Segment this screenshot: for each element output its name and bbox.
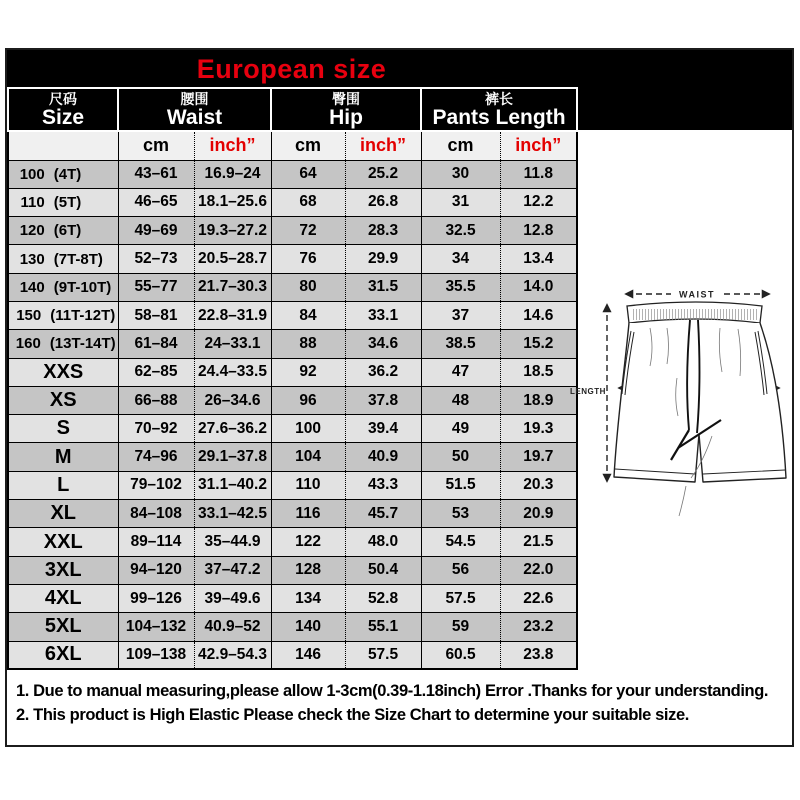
length-cm-cell: 50 <box>421 443 500 471</box>
length-cm-cell: 53 <box>421 500 500 528</box>
length-cm-cell: 34 <box>421 245 500 273</box>
footer-notes <box>16 679 794 727</box>
chart-title: European size <box>196 54 387 84</box>
waist-inch-cell: 35–44.9 <box>194 528 271 556</box>
length-cm-cell: 47 <box>421 358 500 386</box>
hip-inch-cell: 39.4 <box>345 415 421 443</box>
hip-inch-cell: 43.3 <box>345 471 421 499</box>
length-inch-cell: 19.7 <box>500 443 577 471</box>
hip-inch-cell: 26.8 <box>345 188 421 216</box>
length-cm-cell: 59 <box>421 613 500 641</box>
hip-cm-cell: 84 <box>271 301 345 329</box>
length-cm-cell: 32.5 <box>421 217 500 245</box>
length-inch-cell: 22.0 <box>500 556 577 584</box>
waist-cm-cell: 104–132 <box>118 613 194 641</box>
waist-inch-cell: 16.9–24 <box>194 160 271 188</box>
hip-inch-cell: 29.9 <box>345 245 421 273</box>
hip-inch-cell: 37.8 <box>345 386 421 414</box>
table-row <box>8 641 577 669</box>
hip-cm-cell: 92 <box>271 358 345 386</box>
note-line: 2. This product is High Elastic Please check the Size Chart to determine your suitable size. <box>16 706 689 724</box>
length-cm-cell: 57.5 <box>421 584 500 612</box>
length-cm-cell: 35.5 <box>421 273 500 301</box>
unit-header-length-cm: cm <box>421 131 500 160</box>
length-cm-cell: 54.5 <box>421 528 500 556</box>
unit-header-hip-cm: cm <box>271 131 345 160</box>
size-cell: XXS <box>8 358 118 386</box>
length-cm-cell: 60.5 <box>421 641 500 669</box>
length-cm-cell: 38.5 <box>421 330 500 358</box>
hip-cm-cell: 80 <box>271 273 345 301</box>
waist-cm-cell: 49–69 <box>118 217 194 245</box>
length-cm-cell: 31 <box>421 188 500 216</box>
hip-cm-cell: 146 <box>271 641 345 669</box>
length-inch-cell: 20.3 <box>500 471 577 499</box>
hip-inch-cell: 36.2 <box>345 358 421 386</box>
length-cm-cell: 48 <box>421 386 500 414</box>
length-inch-cell: 14.6 <box>500 301 577 329</box>
size-cell: M <box>8 443 118 471</box>
waist-inch-cell: 24–33.1 <box>194 330 271 358</box>
length-inch-cell: 18.5 <box>500 358 577 386</box>
table-row <box>8 386 577 414</box>
size-cell: 5XL <box>8 613 118 641</box>
length-cm-cell: 49 <box>421 415 500 443</box>
waist-inch-cell: 18.1–25.6 <box>194 188 271 216</box>
length-inch-cell: 13.4 <box>500 245 577 273</box>
waist-inch-cell: 37–47.2 <box>194 556 271 584</box>
unit-header-length-inch: inch” <box>500 131 577 160</box>
table-row <box>8 443 577 471</box>
length-inch-cell: 15.2 <box>500 330 577 358</box>
size-cell: XXL <box>8 528 118 556</box>
hip-inch-cell: 28.3 <box>345 217 421 245</box>
size-cell: S <box>8 415 118 443</box>
hip-cm-cell: 104 <box>271 443 345 471</box>
waist-cm-cell: 74–96 <box>118 443 194 471</box>
length-cm-cell: 51.5 <box>421 471 500 499</box>
length-inch-cell: 19.3 <box>500 415 577 443</box>
hip-inch-cell: 25.2 <box>345 160 421 188</box>
size-cell: 4XL <box>8 584 118 612</box>
hip-inch-cell: 34.6 <box>345 330 421 358</box>
table-row <box>8 301 577 329</box>
hip-inch-cell: 45.7 <box>345 500 421 528</box>
waist-inch-cell: 20.5–28.7 <box>194 245 271 273</box>
length-cm-cell: 30 <box>421 160 500 188</box>
hip-inch-cell: 55.1 <box>345 613 421 641</box>
table-row <box>8 217 577 245</box>
size-cell: L <box>8 471 118 499</box>
waist-cm-cell: 109–138 <box>118 641 194 669</box>
hip-inch-cell: 33.1 <box>345 301 421 329</box>
waist-cm-cell: 94–120 <box>118 556 194 584</box>
unit-header-waist-inch: inch” <box>194 131 271 160</box>
waist-inch-cell: 42.9–54.3 <box>194 641 271 669</box>
col-header-hip: 臀围 Hip <box>271 88 421 131</box>
length-inch-cell: 11.8 <box>500 160 577 188</box>
length-inch-cell: 18.9 <box>500 386 577 414</box>
table-row <box>8 188 577 216</box>
hip-cm-cell: 116 <box>271 500 345 528</box>
length-inch-cell: 20.9 <box>500 500 577 528</box>
size-cell: 110 (5T) <box>8 188 118 216</box>
size-cell: 150 (11T-12T) <box>8 301 118 329</box>
size-table <box>7 87 578 670</box>
waist-dimension-label: WAIST <box>679 289 715 300</box>
hip-cm-cell: 100 <box>271 415 345 443</box>
waist-inch-cell: 29.1–37.8 <box>194 443 271 471</box>
table-row <box>8 358 577 386</box>
size-cell: 160 (13T-14T) <box>8 330 118 358</box>
waist-cm-cell: 62–85 <box>118 358 194 386</box>
size-cell: 3XL <box>8 556 118 584</box>
waist-cm-cell: 66–88 <box>118 386 194 414</box>
table-row <box>8 613 577 641</box>
col-header-pants-length: 裤长 Pants Length <box>421 88 577 131</box>
hip-cm-cell: 68 <box>271 188 345 216</box>
length-cm-cell: 37 <box>421 301 500 329</box>
hip-inch-cell: 31.5 <box>345 273 421 301</box>
waist-inch-cell: 31.1–40.2 <box>194 471 271 499</box>
hip-cm-cell: 140 <box>271 613 345 641</box>
waist-inch-cell: 22.8–31.9 <box>194 301 271 329</box>
waist-cm-cell: 99–126 <box>118 584 194 612</box>
hip-cm-cell: 88 <box>271 330 345 358</box>
length-inch-cell: 22.6 <box>500 584 577 612</box>
size-cell: 100 (4T) <box>8 160 118 188</box>
size-cell: 140 (9T-10T) <box>8 273 118 301</box>
length-inch-cell: 23.2 <box>500 613 577 641</box>
table-row <box>8 160 577 188</box>
hip-inch-cell: 57.5 <box>345 641 421 669</box>
waist-inch-cell: 39–49.6 <box>194 584 271 612</box>
length-inch-cell: 14.0 <box>500 273 577 301</box>
size-cell: 120 (6T) <box>8 217 118 245</box>
length-inch-cell: 23.8 <box>500 641 577 669</box>
shorts-diagram <box>570 236 800 528</box>
waist-cm-cell: 61–84 <box>118 330 194 358</box>
unit-header-blank <box>8 131 118 160</box>
unit-header-hip-inch: inch” <box>345 131 421 160</box>
waist-cm-cell: 52–73 <box>118 245 194 273</box>
hip-inch-cell: 52.8 <box>345 584 421 612</box>
length-inch-cell: 12.2 <box>500 188 577 216</box>
waist-inch-cell: 24.4–33.5 <box>194 358 271 386</box>
waist-cm-cell: 43–61 <box>118 160 194 188</box>
waist-cm-cell: 58–81 <box>118 301 194 329</box>
hip-cm-cell: 72 <box>271 217 345 245</box>
waist-cm-cell: 84–108 <box>118 500 194 528</box>
waist-inch-cell: 19.3–27.2 <box>194 217 271 245</box>
hip-cm-cell: 122 <box>271 528 345 556</box>
length-inch-cell: 21.5 <box>500 528 577 556</box>
length-inch-cell: 12.8 <box>500 217 577 245</box>
table-row <box>8 556 577 584</box>
waist-cm-cell: 70–92 <box>118 415 194 443</box>
hip-cm-cell: 128 <box>271 556 345 584</box>
hip-cm-cell: 64 <box>271 160 345 188</box>
waist-inch-cell: 40.9–52 <box>194 613 271 641</box>
table-row <box>8 245 577 273</box>
table-row <box>8 500 577 528</box>
length-cm-cell: 56 <box>421 556 500 584</box>
table-row <box>8 415 577 443</box>
waist-inch-cell: 21.7–30.3 <box>194 273 271 301</box>
hip-cm-cell: 96 <box>271 386 345 414</box>
waist-cm-cell: 55–77 <box>118 273 194 301</box>
col-header-size: 尺码 Size <box>8 88 118 131</box>
unit-header-waist-cm: cm <box>118 131 194 160</box>
waist-inch-cell: 27.6–36.2 <box>194 415 271 443</box>
length-dimension-label: LENGTH <box>570 387 606 396</box>
waist-inch-cell: 26–34.6 <box>194 386 271 414</box>
waist-cm-cell: 79–102 <box>118 471 194 499</box>
table-row <box>8 273 577 301</box>
size-chart-panel <box>5 48 794 747</box>
hip-inch-cell: 40.9 <box>345 443 421 471</box>
hip-cm-cell: 110 <box>271 471 345 499</box>
note-line: 1. Due to manual measuring,please allow 1-3cm(0.39-1.18inch) Error .Thanks for your understanding. <box>16 682 769 700</box>
hip-cm-cell: 76 <box>271 245 345 273</box>
hip-cm-cell: 134 <box>271 584 345 612</box>
hip-inch-cell: 50.4 <box>345 556 421 584</box>
table-row <box>8 330 577 358</box>
col-header-waist: 腰围 Waist <box>118 88 271 131</box>
table-row <box>8 528 577 556</box>
table-row <box>8 584 577 612</box>
table-row <box>8 471 577 499</box>
size-cell: 130 (7T-8T) <box>8 245 118 273</box>
waist-inch-cell: 33.1–42.5 <box>194 500 271 528</box>
size-cell: XS <box>8 386 118 414</box>
size-cell: 6XL <box>8 641 118 669</box>
size-cell: XL <box>8 500 118 528</box>
waist-cm-cell: 46–65 <box>118 188 194 216</box>
hip-inch-cell: 48.0 <box>345 528 421 556</box>
waist-cm-cell: 89–114 <box>118 528 194 556</box>
